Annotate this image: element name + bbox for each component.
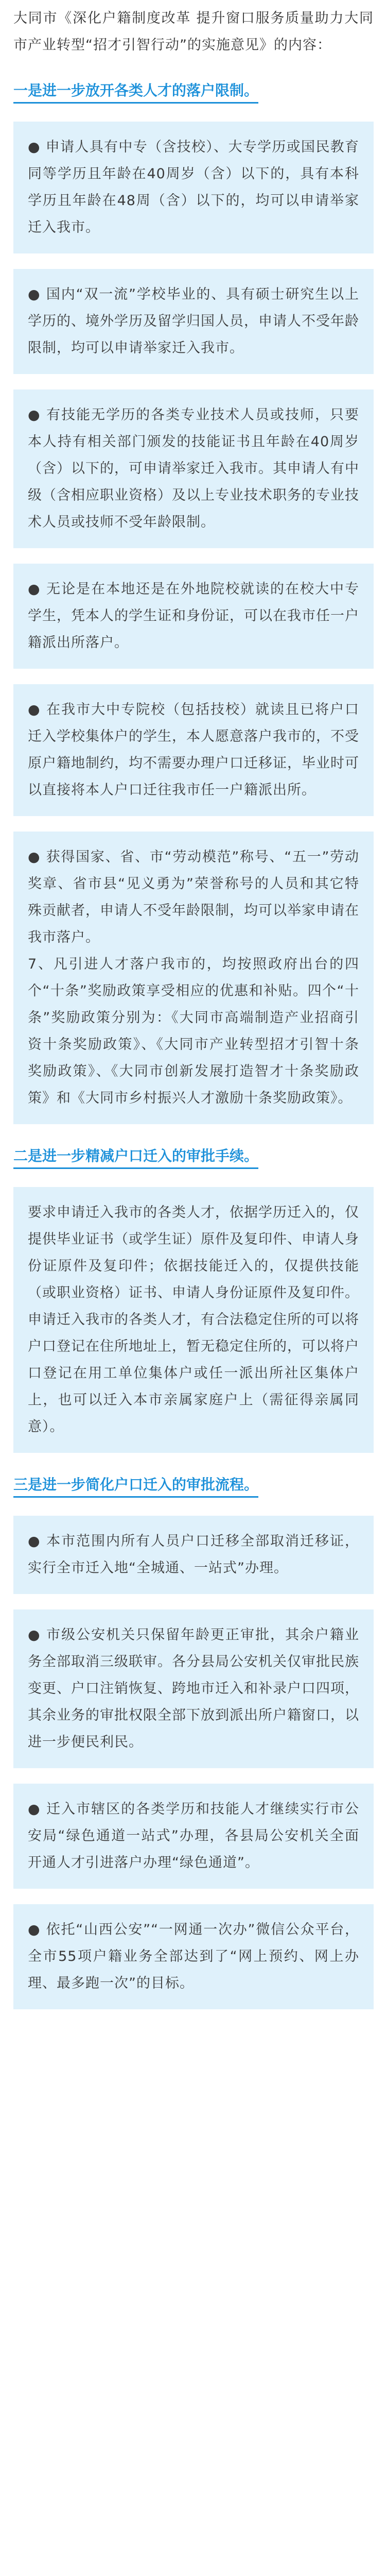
section-3-item-1-text: ● 本市范围内所有人员户口迁移全部取消迁移证，实行全市迁入地“全城通、一站式”办理。 (28, 1533, 359, 1576)
section-1-item-4-text: ● 无论是在本地还是在外地院校就读的在校大中专学生，凭本人的学生证和身份证，可以在我市任一户籍派出所落户。 (28, 581, 359, 651)
section-heading-1-text: 一是进一步放开各类人才的落户限制。 (13, 82, 258, 104)
section-1-item-5-text: ● 在我市大中专院校（包括技校）就读且已将户口迁入学校集体户的学生，本人愿意落户我市的，不受原户籍地制约，均不需要办理户口迁移证，毕业时可以直接将本人户口迁往我市任一户籍派出所。 (28, 702, 359, 798)
section-heading-2 (13, 1143, 374, 1170)
section-heading-2-text: 二是进一步精减户口迁入的审批手续。 (13, 1147, 258, 1169)
section-heading-3-text: 三是进一步简化户口迁入的审批流程。 (13, 1476, 258, 1498)
section-3-item-4-text: ● 依托“山西公安”“一网通一次办”微信公众平台，全市55项户籍业务全部达到了“网上预约、网上办理、最多跑一次”的目标。 (28, 1922, 359, 1991)
section-1-item-3 (13, 389, 374, 548)
section-2-item-1-text: 要求申请迁入我市的各类人才，依据学历迁入的，仅提供毕业证书（或学生证）原件及复印件、申请人身份证原件及复印件；依据技能迁入的，仅提供技能（或职业资格）证书、申请人身份证原件及复印件。申请迁入我市的各类人才，有合法稳定住所的可以将户口登记在住所地址上，暂无稳定住所的，可以将户口登记在用工单位集体户或任一派出所社区集体户上，也可以迁入本市亲属家庭户上（需征得亲属同意）。 (28, 1205, 359, 1435)
section-3-item-3 (13, 1784, 374, 1889)
section-1-item-1-text: ● 申请人具有中专（含技校）、大专学历或国民教育同等学历且年龄在40周岁（含）以下的，具有本科学历且年龄在48周（含）以下的，均可以申请举家迁入我市。 (28, 139, 359, 235)
section-3-item-1 (13, 1516, 374, 1594)
section-1-item-2-text: ● 国内“双一流”学校毕业的、具有硕士研究生以上学历的、境外学历及留学归国人员，申请人不受年龄限制，均可以申请举家迁入我市。 (28, 286, 359, 356)
section-3-item-3-text: ● 迁入市辖区的各类学历和技能人才继续实行市公安局“绿色通道一站式”办理，各县局公安机关全面开通人才引进落户办理“绿色通道”。 (28, 1801, 359, 1871)
section-1-item-4 (13, 564, 374, 669)
section-1-item-3-text: ● 有技能无学历的各类专业技术人员或技师，只要本人持有相关部门颁发的技能证书且年龄在40周岁（含）以下的，可申请举家迁入我市。其申请人有中级（含相应职业资格）及以上专业技术职务的专业技术人员或技师不受年龄限制。 (28, 407, 359, 530)
section-2-item-1 (13, 1187, 374, 1453)
section-1-item-5 (13, 684, 374, 816)
section-heading-1 (13, 77, 374, 104)
section-1-item-1 (13, 122, 374, 253)
section-1-item-6-text: ● 获得国家、省、市“劳动模范”称号、“五一”劳动奖章、省市县“见义勇为”荣誉称号的人员和其它特殊贡献者，申请人不受年龄限制，均可以举家申请在我市落户。 7、凡引进人才落户我市的，均按照政府出台的四个“十条”奖励政策享受相应的优惠和补贴。四个“十条”奖励政策分别为：《大同市高端制造产业招商引资十条奖励政策》、《大同市产业转型招才引智十条奖励政策》、《大同市创新发展打造智才十条奖励政策》和《大同市乡村振兴人才激励十条奖励政策》。 (28, 849, 359, 1106)
section-heading-3 (13, 1471, 374, 1498)
section-3-item-4 (13, 1904, 374, 2009)
section-3-item-2 (13, 1609, 374, 1768)
intro-paragraph: 大同市《深化户籍制度改革 提升窗口服务质量助力大同市产业转型“招才引智行动”的实施意见》的内容： (13, 10, 374, 53)
section-1-item-2 (13, 269, 374, 374)
section-3-item-2-text: ● 市级公安机关只保留年龄更正审批，其余户籍业务全部取消三级联审。各分县局公安机关仅审批民族变更、户口注销恢复、跨地市迁入和补录户口四项，其余业务的审批权限全部下放到派出所户籍窗口，以进一步便民利民。 (28, 1627, 359, 1750)
section-1-item-6 (13, 832, 374, 1124)
